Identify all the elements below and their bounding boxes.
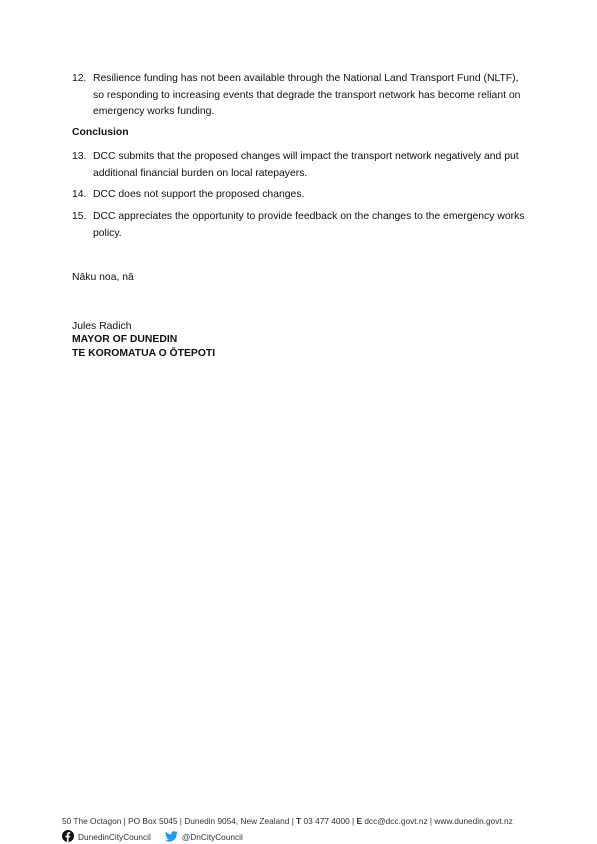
facebook-icon xyxy=(62,830,74,844)
signatory-title-maori: TE KOROMATUA O ŌTEPOTI xyxy=(72,348,216,359)
section-heading: Conclusion xyxy=(72,127,129,138)
item-text: DCC appreciates the opportunity to provide feedback on the changes to the emergency works policy. xyxy=(93,211,525,239)
item-number: 13. xyxy=(72,151,87,162)
item-number: 14. xyxy=(72,189,87,200)
facebook-handle: DunedinCityCouncil xyxy=(78,832,151,842)
signatory-name: Jules Radich xyxy=(72,321,132,332)
footer-phone: 03 477 4000 | xyxy=(301,816,357,826)
list-item xyxy=(72,209,532,242)
twitter-handle: @DnCityCouncil xyxy=(181,832,243,842)
phone-label: T xyxy=(296,816,302,826)
footer-contact xyxy=(62,816,513,826)
footer-social xyxy=(62,830,243,844)
list-item xyxy=(72,187,532,204)
item-number: 15. xyxy=(72,211,87,222)
twitter-icon xyxy=(165,831,178,844)
signatory-title: MAYOR OF DUNEDIN xyxy=(72,334,178,345)
list-item xyxy=(72,149,532,182)
item-text: DCC submits that the proposed changes will impact the transport network negatively and put additional financial burden on local ratepayers. xyxy=(93,151,519,179)
item-number: 12. xyxy=(72,73,87,84)
footer-email-web: dcc@dcc.govt.nz | www.dunedin.govt.nz xyxy=(362,816,513,826)
item-text: DCC does not support the proposed changes. xyxy=(93,189,305,200)
footer-address: 50 The Octagon | PO Box 5045 | Dunedin 9054, New Zealand | xyxy=(62,816,297,826)
signoff: Nāku noa, nā xyxy=(72,272,134,283)
item-text: Resilience funding has not been available through the National Land Transport Fund (NLTF), so responding to increasing events that degrade the transport network has become reliant on emergency works funding. xyxy=(93,73,521,117)
email-label: E xyxy=(356,816,363,826)
list-item xyxy=(72,71,532,121)
